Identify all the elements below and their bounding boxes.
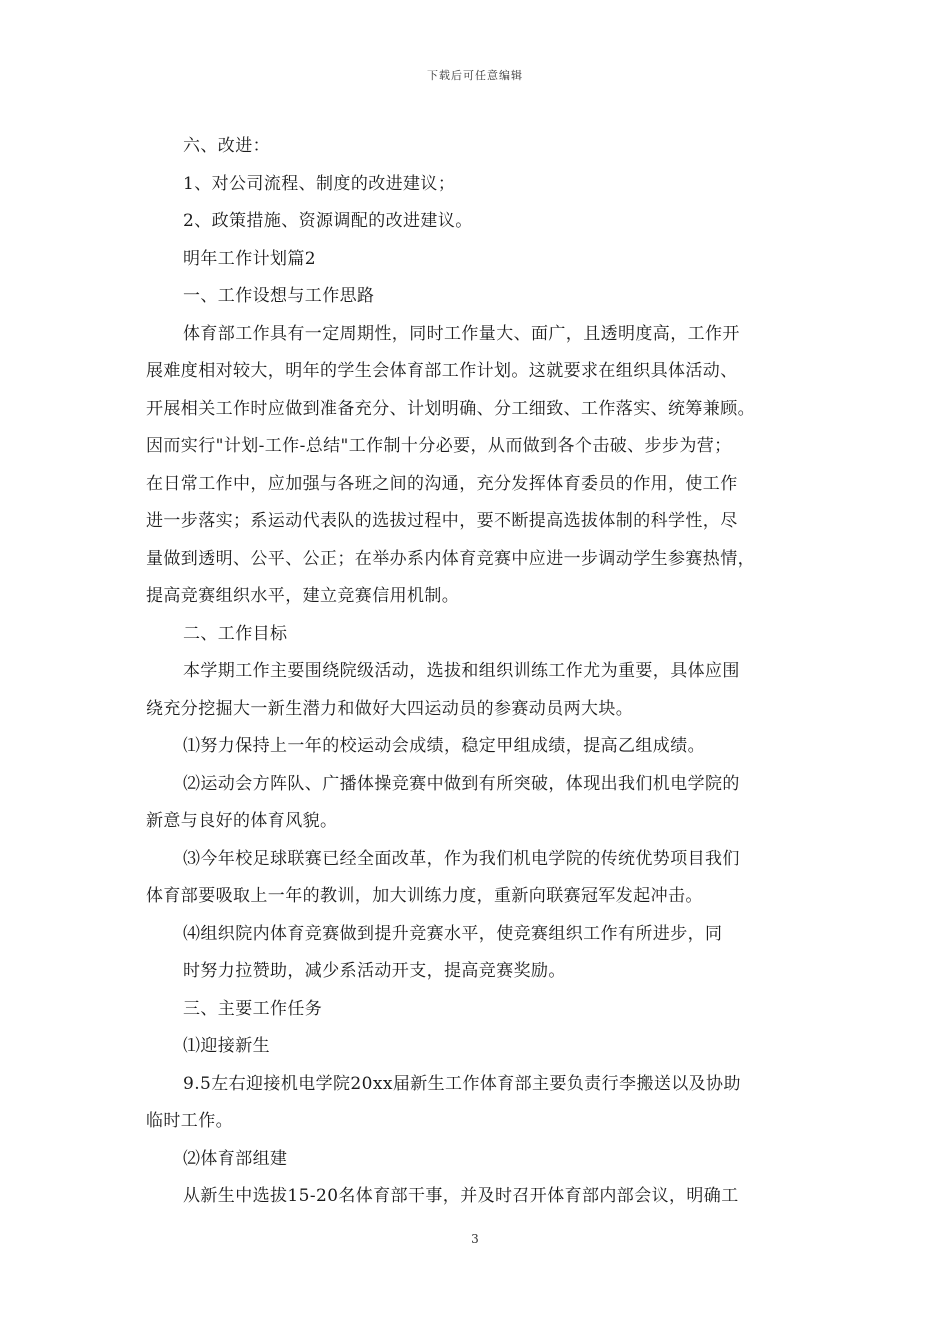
text-line: ⑵运动会方阵队、广播体操竞赛中做到有所突破，体现出我们机电学院的	[183, 773, 740, 794]
text-line: 展难度相对较大，明年的学生会体育部工作计划。这就要求在组织具体活动、	[146, 361, 738, 381]
text-line: ⑴迎接新生	[183, 1036, 270, 1056]
text-line: 绕充分挖掘大一新生潜力和做好大四运动员的参赛动员两大块。	[146, 698, 634, 719]
document-body	[146, 128, 816, 1216]
text-line: ⑶今年校足球联赛已经全面改革，作为我们机电学院的传统优势项目我们	[183, 848, 740, 869]
text-line: ⑷组织院内体育竞赛做到提升竞赛水平，使竞赛组织工作有所进步，同	[183, 923, 723, 944]
text-line: 本学期工作主要围绕院级活动，选拔和组织训练工作尤为重要，具体应围	[183, 661, 740, 681]
text-line: 临时工作。	[146, 1111, 233, 1131]
text-line: ⑴努力保持上一年的校运动会成绩，稳定甲组成绩，提高乙组成绩。	[183, 736, 705, 756]
text-line: 从新生中选拔15-20名体育部干事，并及时召开体育部内部会议，明确工	[183, 1186, 739, 1206]
text-line: 时努力拉赞助，减少系活动开支，提高竞赛奖励。	[183, 961, 566, 981]
text-line: 2、政策措施、资源调配的改进建议。	[183, 211, 473, 231]
text-line: 六、改进：	[183, 136, 270, 156]
text-line: 体育部工作具有一定周期性，同时工作量大、面广，且透明度高，工作开	[183, 323, 740, 344]
text-line: 新意与良好的体育风貌。	[146, 811, 338, 831]
text-line: ⑵体育部组建	[183, 1148, 288, 1169]
text-line: 体育部要吸取上一年的教训，加大训练力度，重新向联赛冠军发起冲击。	[146, 886, 703, 906]
page-header: 下载后可任意编辑	[427, 69, 523, 82]
text-line: 9.5左右迎接机电学院20xx届新生工作体育部主要负责行李搬送以及协助	[183, 1073, 741, 1094]
text-line: 提高竞赛组织水平，建立竞赛信用机制。	[146, 586, 460, 606]
text-line: 开展相关工作时应做到准备充分、计划明确、分工细致、工作落实、统筹兼顾。	[146, 398, 755, 419]
text-line: 在日常工作中，应加强与各班之间的沟通，充分发挥体育委员的作用，使工作	[146, 473, 738, 494]
text-line: 一、工作设想与工作思路	[183, 286, 375, 306]
text-line: 明年工作计划篇2	[183, 248, 317, 269]
text-line: 1、对公司流程、制度的改进建议；	[183, 173, 456, 194]
text-line: 进一步落实；系运动代表队的选拔过程中，要不断提高选拔体制的科学性，尽	[146, 511, 738, 531]
page-number: 3	[471, 1232, 479, 1246]
text-line: 量做到透明、公平、公正；在举办系内体育竞赛中应进一步调动学生参赛热情，	[146, 548, 755, 569]
text-line: 三、主要工作任务	[183, 998, 323, 1019]
text-line: 因而实行"计划-工作-总结"工作制十分必要，从而做到各个击破、步步为营；	[146, 436, 732, 456]
text-line: 二、工作目标	[183, 623, 288, 644]
